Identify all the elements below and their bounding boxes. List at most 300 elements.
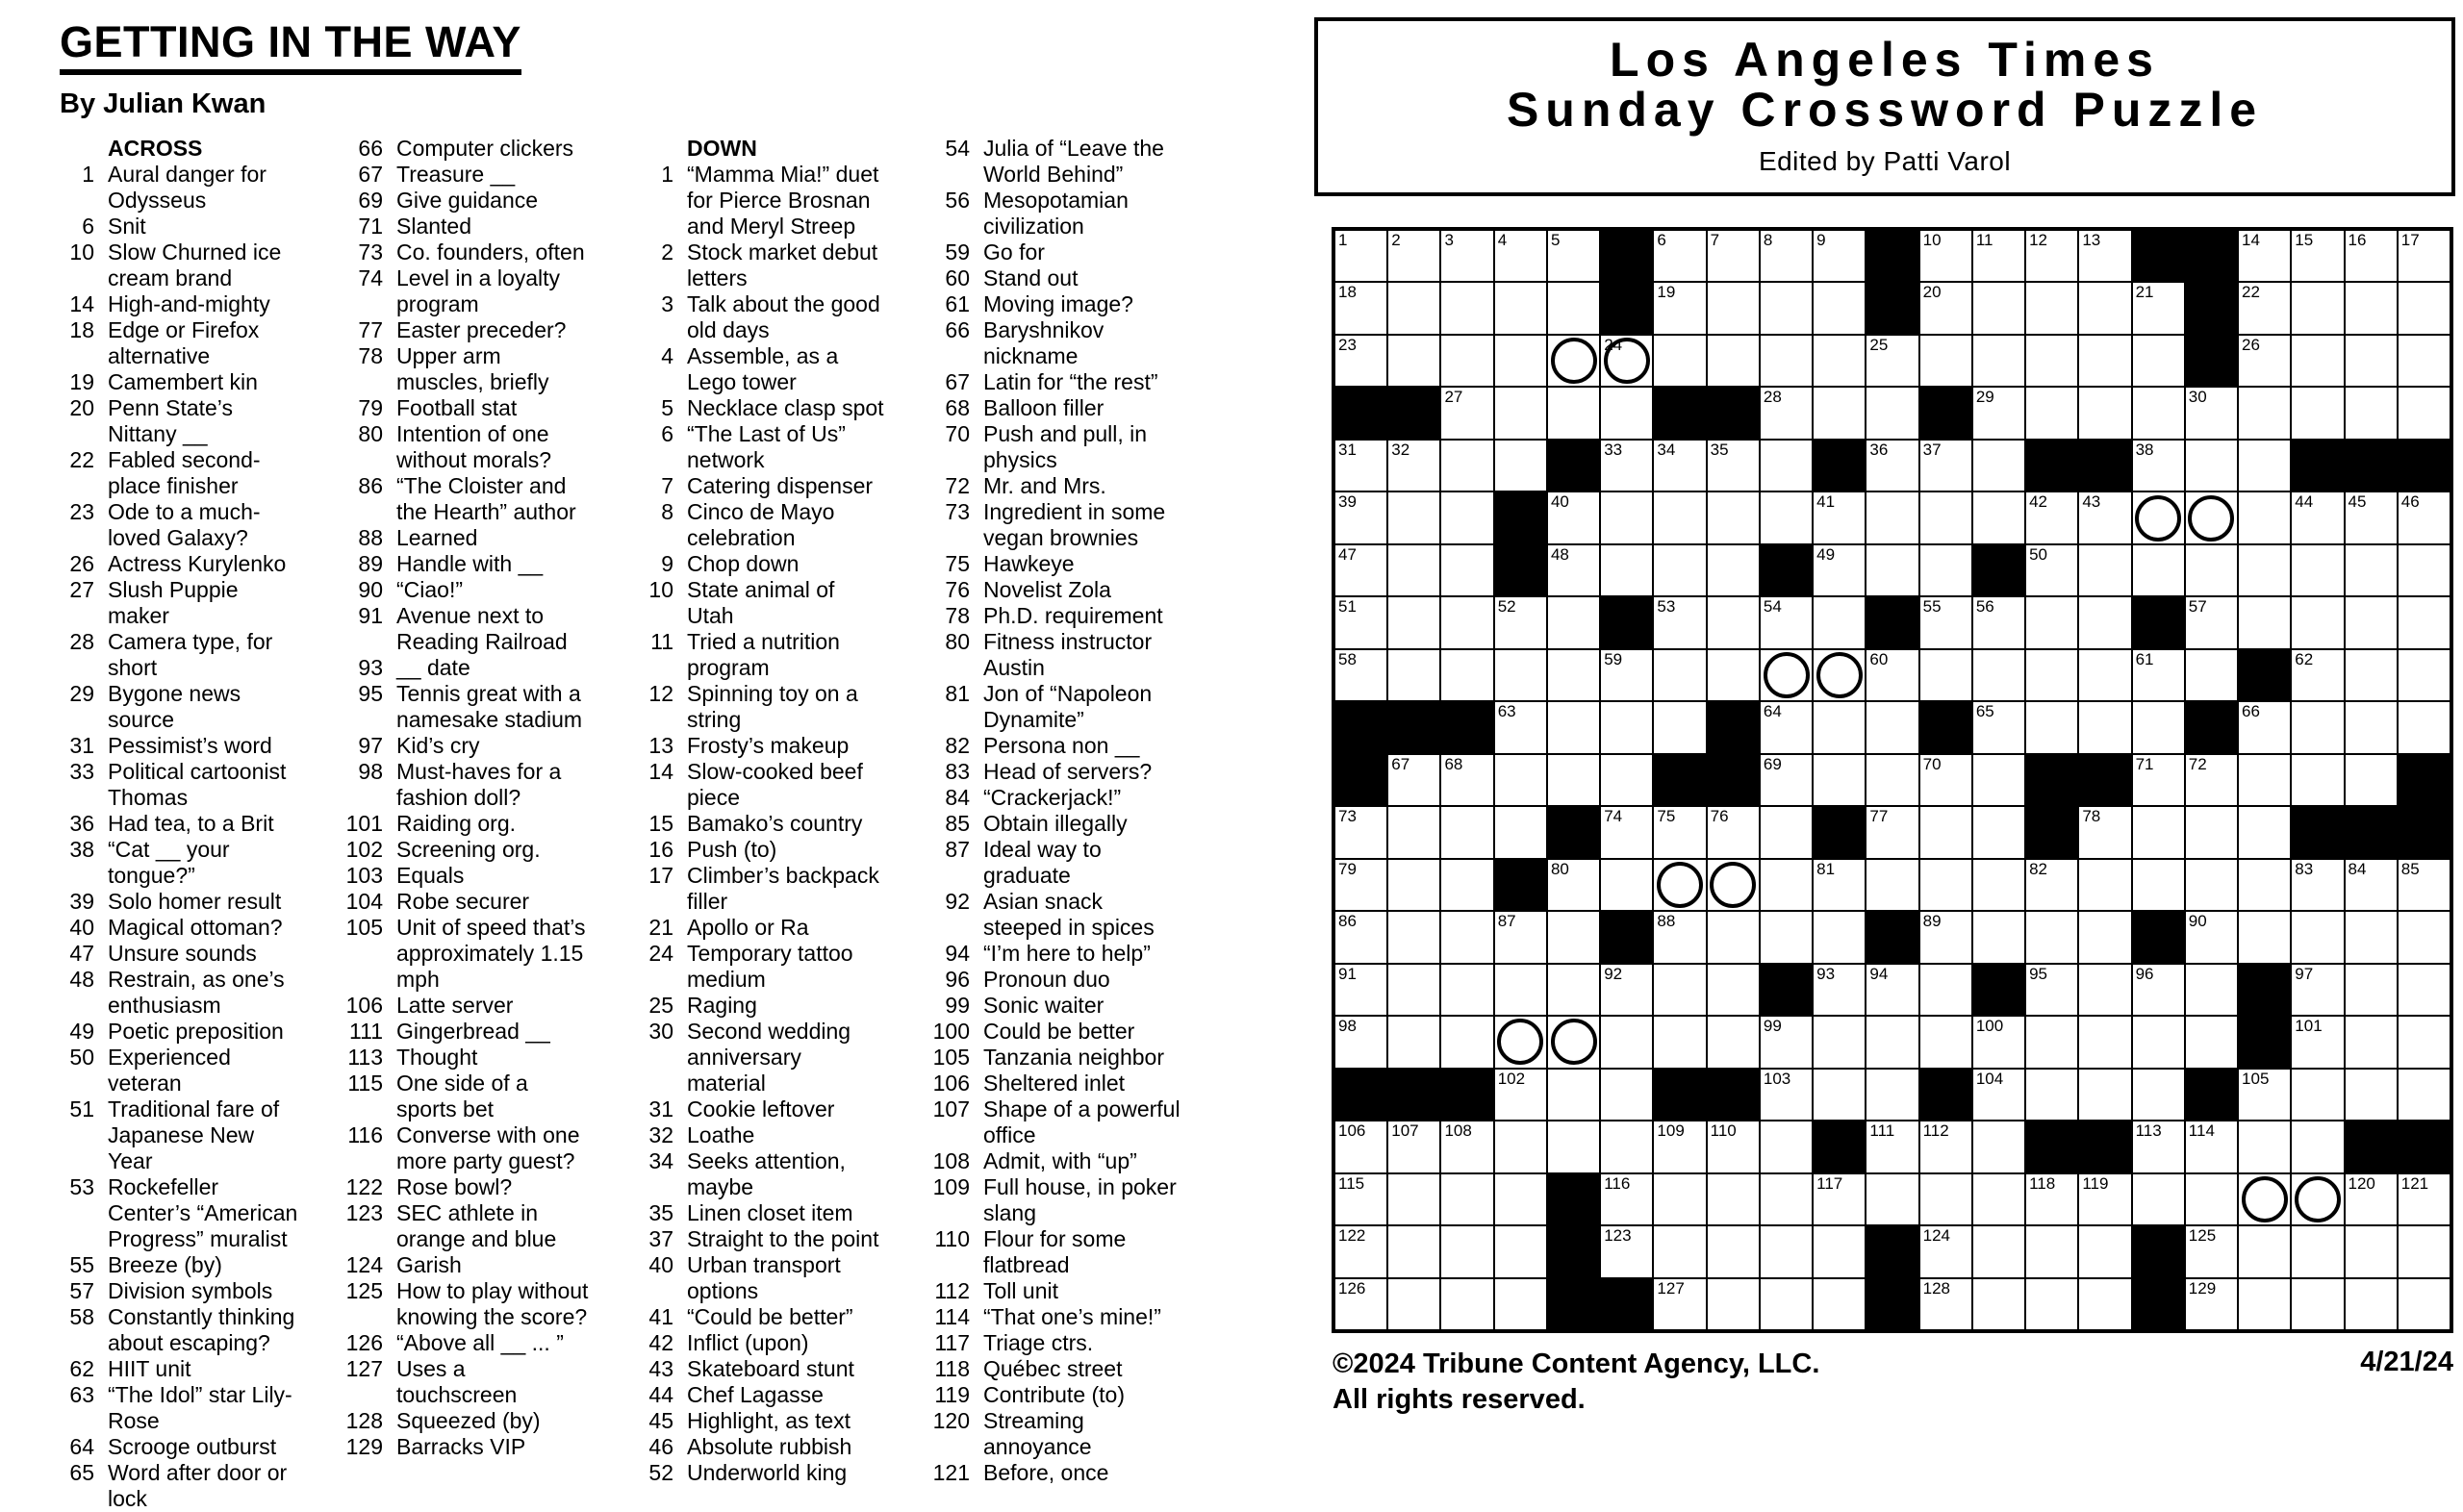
grid-cell-r4c15[interactable] xyxy=(2078,387,2131,439)
grid-cell-r8c18[interactable] xyxy=(2238,596,2291,648)
grid-cell-r11c13[interactable] xyxy=(1972,754,2025,806)
grid-cell-r10c21[interactable] xyxy=(2398,701,2450,753)
grid-cell-r9c4[interactable] xyxy=(1494,649,1547,701)
grid-cell-r21c9[interactable] xyxy=(1760,1278,1813,1330)
grid-cell-r4c20[interactable] xyxy=(2345,387,2398,439)
grid-cell-r16c17[interactable] xyxy=(2185,1016,2238,1068)
grid-cell-r21c21[interactable] xyxy=(2398,1278,2450,1330)
grid-cell-r14c18[interactable] xyxy=(2238,911,2291,963)
grid-cell-r1c15[interactable] xyxy=(2078,230,2131,282)
grid-cell-r11c11[interactable] xyxy=(1866,754,1918,806)
grid-cell-r2c13[interactable] xyxy=(1972,282,2025,334)
grid-cell-r3c16[interactable] xyxy=(2132,335,2185,387)
grid-cell-r8c3[interactable] xyxy=(1440,596,1493,648)
grid-cell-r15c2[interactable] xyxy=(1387,964,1440,1016)
grid-cell-r19c2[interactable] xyxy=(1387,1173,1440,1225)
grid-cell-r17c16[interactable] xyxy=(2132,1069,2185,1121)
grid-cell-r16c2[interactable] xyxy=(1387,1016,1440,1068)
grid-cell-r1c7[interactable] xyxy=(1653,230,1706,282)
grid-cell-r7c19[interactable] xyxy=(2291,544,2344,596)
grid-cell-r11c9[interactable] xyxy=(1760,754,1813,806)
grid-cell-r20c1[interactable] xyxy=(1334,1225,1387,1277)
grid-cell-r16c19[interactable] xyxy=(2291,1016,2344,1068)
grid-cell-r17c11[interactable] xyxy=(1866,1069,1918,1121)
grid-cell-r10c7[interactable] xyxy=(1653,701,1706,753)
grid-cell-r19c3[interactable] xyxy=(1440,1173,1493,1225)
grid-cell-r8c19[interactable] xyxy=(2291,596,2344,648)
grid-cell-r14c3[interactable] xyxy=(1440,911,1493,963)
grid-cell-r10c5[interactable] xyxy=(1547,701,1600,753)
grid-cell-r12c12[interactable] xyxy=(1919,806,1972,858)
grid-cell-r9c3[interactable] xyxy=(1440,649,1493,701)
grid-cell-r6c3[interactable] xyxy=(1440,491,1493,543)
grid-cell-r20c21[interactable] xyxy=(2398,1225,2450,1277)
grid-cell-r3c1[interactable] xyxy=(1334,335,1387,387)
grid-cell-r2c21[interactable] xyxy=(2398,282,2450,334)
grid-cell-r12c4[interactable] xyxy=(1494,806,1547,858)
grid-cell-r21c10[interactable] xyxy=(1813,1278,1866,1330)
grid-cell-r9c15[interactable] xyxy=(2078,649,2131,701)
grid-cell-r16c6[interactable] xyxy=(1600,1016,1653,1068)
grid-cell-r8c5[interactable] xyxy=(1547,596,1600,648)
grid-cell-r8c17[interactable] xyxy=(2185,596,2238,648)
grid-cell-r2c5[interactable] xyxy=(1547,282,1600,334)
grid-cell-r15c6[interactable] xyxy=(1600,964,1653,1016)
grid-cell-r7c1[interactable] xyxy=(1334,544,1387,596)
grid-cell-r7c11[interactable] xyxy=(1866,544,1918,596)
grid-cell-r12c2[interactable] xyxy=(1387,806,1440,858)
grid-cell-r8c8[interactable] xyxy=(1707,596,1760,648)
grid-cell-r7c5[interactable] xyxy=(1547,544,1600,596)
grid-cell-r17c6[interactable] xyxy=(1600,1069,1653,1121)
grid-cell-r18c1[interactable] xyxy=(1334,1121,1387,1172)
grid-cell-r19c18[interactable] xyxy=(2238,1173,2291,1225)
grid-cell-r11c17[interactable] xyxy=(2185,754,2238,806)
grid-cell-r20c17[interactable] xyxy=(2185,1225,2238,1277)
grid-cell-r16c15[interactable] xyxy=(2078,1016,2131,1068)
grid-cell-r14c7[interactable] xyxy=(1653,911,1706,963)
grid-cell-r3c5[interactable] xyxy=(1547,335,1600,387)
grid-cell-r9c6[interactable] xyxy=(1600,649,1653,701)
grid-cell-r1c18[interactable] xyxy=(2238,230,2291,282)
grid-cell-r4c14[interactable] xyxy=(2025,387,2078,439)
grid-cell-r7c8[interactable] xyxy=(1707,544,1760,596)
grid-cell-r14c20[interactable] xyxy=(2345,911,2398,963)
grid-cell-r13c5[interactable] xyxy=(1547,859,1600,911)
grid-cell-r19c20[interactable] xyxy=(2345,1173,2398,1225)
grid-cell-r13c16[interactable] xyxy=(2132,859,2185,911)
grid-cell-r6c8[interactable] xyxy=(1707,491,1760,543)
grid-cell-r11c10[interactable] xyxy=(1813,754,1866,806)
grid-cell-r9c1[interactable] xyxy=(1334,649,1387,701)
grid-cell-r6c10[interactable] xyxy=(1813,491,1866,543)
grid-cell-r7c21[interactable] xyxy=(2398,544,2450,596)
grid-cell-r12c3[interactable] xyxy=(1440,806,1493,858)
grid-cell-r1c12[interactable] xyxy=(1919,230,1972,282)
grid-cell-r17c5[interactable] xyxy=(1547,1069,1600,1121)
grid-cell-r20c14[interactable] xyxy=(2025,1225,2078,1277)
grid-cell-r2c10[interactable] xyxy=(1813,282,1866,334)
grid-cell-r13c17[interactable] xyxy=(2185,859,2238,911)
grid-cell-r6c15[interactable] xyxy=(2078,491,2131,543)
grid-cell-r17c9[interactable] xyxy=(1760,1069,1813,1121)
grid-cell-r20c7[interactable] xyxy=(1653,1225,1706,1277)
grid-cell-r7c3[interactable] xyxy=(1440,544,1493,596)
grid-cell-r3c21[interactable] xyxy=(2398,335,2450,387)
grid-cell-r7c6[interactable] xyxy=(1600,544,1653,596)
grid-cell-r20c8[interactable] xyxy=(1707,1225,1760,1277)
grid-cell-r18c5[interactable] xyxy=(1547,1121,1600,1172)
grid-cell-r11c20[interactable] xyxy=(2345,754,2398,806)
grid-cell-r2c16[interactable] xyxy=(2132,282,2185,334)
grid-cell-r12c15[interactable] xyxy=(2078,806,2131,858)
grid-cell-r13c19[interactable] xyxy=(2291,859,2344,911)
grid-cell-r20c12[interactable] xyxy=(1919,1225,1972,1277)
grid-cell-r13c2[interactable] xyxy=(1387,859,1440,911)
grid-cell-r16c21[interactable] xyxy=(2398,1016,2450,1068)
grid-cell-r16c8[interactable] xyxy=(1707,1016,1760,1068)
grid-cell-r11c6[interactable] xyxy=(1600,754,1653,806)
grid-cell-r9c14[interactable] xyxy=(2025,649,2078,701)
grid-cell-r1c5[interactable] xyxy=(1547,230,1600,282)
grid-cell-r4c18[interactable] xyxy=(2238,387,2291,439)
grid-cell-r11c3[interactable] xyxy=(1440,754,1493,806)
grid-cell-r16c4[interactable] xyxy=(1494,1016,1547,1068)
grid-cell-r11c16[interactable] xyxy=(2132,754,2185,806)
grid-cell-r4c3[interactable] xyxy=(1440,387,1493,439)
grid-cell-r12c18[interactable] xyxy=(2238,806,2291,858)
grid-cell-r21c3[interactable] xyxy=(1440,1278,1493,1330)
grid-cell-r8c7[interactable] xyxy=(1653,596,1706,648)
grid-cell-r5c1[interactable] xyxy=(1334,440,1387,491)
grid-cell-r21c13[interactable] xyxy=(1972,1278,2025,1330)
grid-cell-r8c1[interactable] xyxy=(1334,596,1387,648)
grid-cell-r6c19[interactable] xyxy=(2291,491,2344,543)
grid-cell-r2c2[interactable] xyxy=(1387,282,1440,334)
grid-cell-r5c6[interactable] xyxy=(1600,440,1653,491)
grid-cell-r2c7[interactable] xyxy=(1653,282,1706,334)
grid-cell-r12c6[interactable] xyxy=(1600,806,1653,858)
grid-cell-r18c16[interactable] xyxy=(2132,1121,2185,1172)
grid-cell-r15c5[interactable] xyxy=(1547,964,1600,1016)
grid-cell-r12c17[interactable] xyxy=(2185,806,2238,858)
grid-cell-r14c9[interactable] xyxy=(1760,911,1813,963)
grid-cell-r16c9[interactable] xyxy=(1760,1016,1813,1068)
grid-cell-r15c15[interactable] xyxy=(2078,964,2131,1016)
grid-cell-r9c2[interactable] xyxy=(1387,649,1440,701)
grid-cell-r18c7[interactable] xyxy=(1653,1121,1706,1172)
grid-cell-r8c12[interactable] xyxy=(1919,596,1972,648)
grid-cell-r18c18[interactable] xyxy=(2238,1121,2291,1172)
grid-cell-r15c8[interactable] xyxy=(1707,964,1760,1016)
grid-cell-r9c9[interactable] xyxy=(1760,649,1813,701)
grid-cell-r6c18[interactable] xyxy=(2238,491,2291,543)
grid-cell-r5c2[interactable] xyxy=(1387,440,1440,491)
grid-cell-r20c10[interactable] xyxy=(1813,1225,1866,1277)
grid-cell-r13c20[interactable] xyxy=(2345,859,2398,911)
grid-cell-r7c2[interactable] xyxy=(1387,544,1440,596)
grid-cell-r8c4[interactable] xyxy=(1494,596,1547,648)
grid-cell-r11c19[interactable] xyxy=(2291,754,2344,806)
grid-cell-r4c10[interactable] xyxy=(1813,387,1866,439)
grid-cell-r19c14[interactable] xyxy=(2025,1173,2078,1225)
grid-cell-r21c19[interactable] xyxy=(2291,1278,2344,1330)
grid-cell-r19c10[interactable] xyxy=(1813,1173,1866,1225)
grid-cell-r3c19[interactable] xyxy=(2291,335,2344,387)
grid-cell-r3c8[interactable] xyxy=(1707,335,1760,387)
grid-cell-r20c9[interactable] xyxy=(1760,1225,1813,1277)
grid-cell-r7c10[interactable] xyxy=(1813,544,1866,596)
grid-cell-r19c4[interactable] xyxy=(1494,1173,1547,1225)
grid-cell-r19c16[interactable] xyxy=(2132,1173,2185,1225)
grid-cell-r7c12[interactable] xyxy=(1919,544,1972,596)
grid-cell-r4c16[interactable] xyxy=(2132,387,2185,439)
grid-cell-r15c14[interactable] xyxy=(2025,964,2078,1016)
grid-cell-r2c4[interactable] xyxy=(1494,282,1547,334)
grid-cell-r6c9[interactable] xyxy=(1760,491,1813,543)
grid-cell-r9c19[interactable] xyxy=(2291,649,2344,701)
grid-cell-r12c1[interactable] xyxy=(1334,806,1387,858)
grid-cell-r9c10[interactable] xyxy=(1813,649,1866,701)
grid-cell-r18c3[interactable] xyxy=(1440,1121,1493,1172)
grid-cell-r1c8[interactable] xyxy=(1707,230,1760,282)
grid-cell-r4c17[interactable] xyxy=(2185,387,2238,439)
grid-cell-r3c3[interactable] xyxy=(1440,335,1493,387)
grid-cell-r8c14[interactable] xyxy=(2025,596,2078,648)
grid-cell-r3c7[interactable] xyxy=(1653,335,1706,387)
grid-cell-r3c4[interactable] xyxy=(1494,335,1547,387)
grid-cell-r14c12[interactable] xyxy=(1919,911,1972,963)
grid-cell-r14c14[interactable] xyxy=(2025,911,2078,963)
grid-cell-r16c13[interactable] xyxy=(1972,1016,2025,1068)
grid-cell-r1c13[interactable] xyxy=(1972,230,2025,282)
grid-cell-r21c20[interactable] xyxy=(2345,1278,2398,1330)
grid-cell-r9c11[interactable] xyxy=(1866,649,1918,701)
grid-cell-r21c15[interactable] xyxy=(2078,1278,2131,1330)
grid-cell-r21c7[interactable] xyxy=(1653,1278,1706,1330)
grid-cell-r10c13[interactable] xyxy=(1972,701,2025,753)
grid-cell-r6c17[interactable] xyxy=(2185,491,2238,543)
grid-cell-r13c21[interactable] xyxy=(2398,859,2450,911)
grid-cell-r20c18[interactable] xyxy=(2238,1225,2291,1277)
grid-cell-r11c12[interactable] xyxy=(1919,754,1972,806)
grid-cell-r21c14[interactable] xyxy=(2025,1278,2078,1330)
grid-cell-r3c11[interactable] xyxy=(1866,335,1918,387)
grid-cell-r2c19[interactable] xyxy=(2291,282,2344,334)
grid-cell-r6c21[interactable] xyxy=(2398,491,2450,543)
grid-cell-r8c13[interactable] xyxy=(1972,596,2025,648)
grid-cell-r16c7[interactable] xyxy=(1653,1016,1706,1068)
grid-cell-r2c1[interactable] xyxy=(1334,282,1387,334)
grid-cell-r11c4[interactable] xyxy=(1494,754,1547,806)
grid-cell-r19c13[interactable] xyxy=(1972,1173,2025,1225)
grid-cell-r6c2[interactable] xyxy=(1387,491,1440,543)
grid-cell-r1c2[interactable] xyxy=(1387,230,1440,282)
grid-cell-r3c10[interactable] xyxy=(1813,335,1866,387)
grid-cell-r17c18[interactable] xyxy=(2238,1069,2291,1121)
grid-cell-r9c16[interactable] xyxy=(2132,649,2185,701)
grid-cell-r5c11[interactable] xyxy=(1866,440,1918,491)
grid-cell-r14c8[interactable] xyxy=(1707,911,1760,963)
grid-cell-r14c13[interactable] xyxy=(1972,911,2025,963)
grid-cell-r10c11[interactable] xyxy=(1866,701,1918,753)
grid-cell-r14c19[interactable] xyxy=(2291,911,2344,963)
grid-cell-r10c10[interactable] xyxy=(1813,701,1866,753)
grid-cell-r14c4[interactable] xyxy=(1494,911,1547,963)
grid-cell-r19c1[interactable] xyxy=(1334,1173,1387,1225)
grid-cell-r15c10[interactable] xyxy=(1813,964,1866,1016)
grid-cell-r18c6[interactable] xyxy=(1600,1121,1653,1172)
grid-cell-r6c13[interactable] xyxy=(1972,491,2025,543)
grid-cell-r12c7[interactable] xyxy=(1653,806,1706,858)
grid-cell-r17c14[interactable] xyxy=(2025,1069,2078,1121)
grid-cell-r16c3[interactable] xyxy=(1440,1016,1493,1068)
grid-cell-r5c9[interactable] xyxy=(1760,440,1813,491)
grid-cell-r3c15[interactable] xyxy=(2078,335,2131,387)
grid-cell-r21c8[interactable] xyxy=(1707,1278,1760,1330)
grid-cell-r10c15[interactable] xyxy=(2078,701,2131,753)
grid-cell-r13c15[interactable] xyxy=(2078,859,2131,911)
grid-cell-r18c13[interactable] xyxy=(1972,1121,2025,1172)
grid-cell-r20c3[interactable] xyxy=(1440,1225,1493,1277)
grid-cell-r19c7[interactable] xyxy=(1653,1173,1706,1225)
grid-cell-r15c12[interactable] xyxy=(1919,964,1972,1016)
grid-cell-r9c12[interactable] xyxy=(1919,649,1972,701)
grid-cell-r7c17[interactable] xyxy=(2185,544,2238,596)
grid-cell-r12c16[interactable] xyxy=(2132,806,2185,858)
grid-cell-r21c12[interactable] xyxy=(1919,1278,1972,1330)
grid-cell-r1c3[interactable] xyxy=(1440,230,1493,282)
grid-cell-r9c8[interactable] xyxy=(1707,649,1760,701)
grid-cell-r6c16[interactable] xyxy=(2132,491,2185,543)
grid-cell-r17c15[interactable] xyxy=(2078,1069,2131,1121)
grid-cell-r15c16[interactable] xyxy=(2132,964,2185,1016)
grid-cell-r13c13[interactable] xyxy=(1972,859,2025,911)
grid-cell-r5c4[interactable] xyxy=(1494,440,1547,491)
grid-cell-r3c20[interactable] xyxy=(2345,335,2398,387)
grid-cell-r19c12[interactable] xyxy=(1919,1173,1972,1225)
grid-cell-r7c20[interactable] xyxy=(2345,544,2398,596)
grid-cell-r5c13[interactable] xyxy=(1972,440,2025,491)
grid-cell-r14c2[interactable] xyxy=(1387,911,1440,963)
grid-cell-r9c21[interactable] xyxy=(2398,649,2450,701)
grid-cell-r5c8[interactable] xyxy=(1707,440,1760,491)
grid-cell-r16c5[interactable] xyxy=(1547,1016,1600,1068)
grid-cell-r2c15[interactable] xyxy=(2078,282,2131,334)
grid-cell-r17c20[interactable] xyxy=(2345,1069,2398,1121)
grid-cell-r1c20[interactable] xyxy=(2345,230,2398,282)
grid-cell-r13c1[interactable] xyxy=(1334,859,1387,911)
grid-cell-r19c8[interactable] xyxy=(1707,1173,1760,1225)
grid-cell-r8c9[interactable] xyxy=(1760,596,1813,648)
grid-cell-r19c15[interactable] xyxy=(2078,1173,2131,1225)
grid-cell-r17c19[interactable] xyxy=(2291,1069,2344,1121)
grid-cell-r3c14[interactable] xyxy=(2025,335,2078,387)
grid-cell-r20c20[interactable] xyxy=(2345,1225,2398,1277)
grid-cell-r7c14[interactable] xyxy=(2025,544,2078,596)
grid-cell-r2c14[interactable] xyxy=(2025,282,2078,334)
grid-cell-r17c21[interactable] xyxy=(2398,1069,2450,1121)
grid-cell-r12c11[interactable] xyxy=(1866,806,1918,858)
grid-cell-r2c3[interactable] xyxy=(1440,282,1493,334)
grid-cell-r10c20[interactable] xyxy=(2345,701,2398,753)
grid-cell-r16c12[interactable] xyxy=(1919,1016,1972,1068)
grid-cell-r11c18[interactable] xyxy=(2238,754,2291,806)
grid-cell-r13c18[interactable] xyxy=(2238,859,2291,911)
grid-cell-r13c12[interactable] xyxy=(1919,859,1972,911)
grid-cell-r12c13[interactable] xyxy=(1972,806,2025,858)
grid-cell-r5c12[interactable] xyxy=(1919,440,1972,491)
grid-cell-r21c18[interactable] xyxy=(2238,1278,2291,1330)
grid-cell-r16c11[interactable] xyxy=(1866,1016,1918,1068)
grid-cell-r16c16[interactable] xyxy=(2132,1016,2185,1068)
grid-cell-r4c9[interactable] xyxy=(1760,387,1813,439)
grid-cell-r4c6[interactable] xyxy=(1600,387,1653,439)
grid-cell-r7c16[interactable] xyxy=(2132,544,2185,596)
grid-cell-r7c18[interactable] xyxy=(2238,544,2291,596)
grid-cell-r14c10[interactable] xyxy=(1813,911,1866,963)
grid-cell-r13c10[interactable] xyxy=(1813,859,1866,911)
grid-cell-r21c4[interactable] xyxy=(1494,1278,1547,1330)
grid-cell-r18c8[interactable] xyxy=(1707,1121,1760,1172)
grid-cell-r20c13[interactable] xyxy=(1972,1225,2025,1277)
grid-cell-r10c16[interactable] xyxy=(2132,701,2185,753)
grid-cell-r21c17[interactable] xyxy=(2185,1278,2238,1330)
grid-cell-r18c12[interactable] xyxy=(1919,1121,1972,1172)
grid-cell-r3c18[interactable] xyxy=(2238,335,2291,387)
grid-cell-r12c8[interactable] xyxy=(1707,806,1760,858)
grid-cell-r18c4[interactable] xyxy=(1494,1121,1547,1172)
grid-cell-r15c7[interactable] xyxy=(1653,964,1706,1016)
grid-cell-r17c13[interactable] xyxy=(1972,1069,2025,1121)
grid-cell-r19c21[interactable] xyxy=(2398,1173,2450,1225)
grid-cell-r14c17[interactable] xyxy=(2185,911,2238,963)
grid-cell-r4c13[interactable] xyxy=(1972,387,2025,439)
grid-cell-r9c13[interactable] xyxy=(1972,649,2025,701)
grid-cell-r4c11[interactable] xyxy=(1866,387,1918,439)
grid-cell-r7c15[interactable] xyxy=(2078,544,2131,596)
grid-cell-r5c18[interactable] xyxy=(2238,440,2291,491)
grid-cell-r11c5[interactable] xyxy=(1547,754,1600,806)
grid-cell-r21c2[interactable] xyxy=(1387,1278,1440,1330)
grid-cell-r17c4[interactable] xyxy=(1494,1069,1547,1121)
grid-cell-r5c3[interactable] xyxy=(1440,440,1493,491)
grid-cell-r19c17[interactable] xyxy=(2185,1173,2238,1225)
grid-cell-r16c10[interactable] xyxy=(1813,1016,1866,1068)
grid-cell-r1c19[interactable] xyxy=(2291,230,2344,282)
grid-cell-r15c4[interactable] xyxy=(1494,964,1547,1016)
grid-cell-r3c2[interactable] xyxy=(1387,335,1440,387)
grid-cell-r7c7[interactable] xyxy=(1653,544,1706,596)
grid-cell-r2c12[interactable] xyxy=(1919,282,1972,334)
grid-cell-r11c2[interactable] xyxy=(1387,754,1440,806)
grid-cell-r1c14[interactable] xyxy=(2025,230,2078,282)
grid-cell-r12c9[interactable] xyxy=(1760,806,1813,858)
grid-cell-r6c5[interactable] xyxy=(1547,491,1600,543)
grid-cell-r5c7[interactable] xyxy=(1653,440,1706,491)
grid-cell-r1c4[interactable] xyxy=(1494,230,1547,282)
grid-cell-r8c2[interactable] xyxy=(1387,596,1440,648)
grid-cell-r15c20[interactable] xyxy=(2345,964,2398,1016)
grid-cell-r1c10[interactable] xyxy=(1813,230,1866,282)
grid-cell-r20c19[interactable] xyxy=(2291,1225,2344,1277)
grid-cell-r13c14[interactable] xyxy=(2025,859,2078,911)
grid-cell-r8c21[interactable] xyxy=(2398,596,2450,648)
grid-cell-r19c9[interactable] xyxy=(1760,1173,1813,1225)
grid-cell-r6c7[interactable] xyxy=(1653,491,1706,543)
grid-cell-r2c18[interactable] xyxy=(2238,282,2291,334)
grid-cell-r4c19[interactable] xyxy=(2291,387,2344,439)
